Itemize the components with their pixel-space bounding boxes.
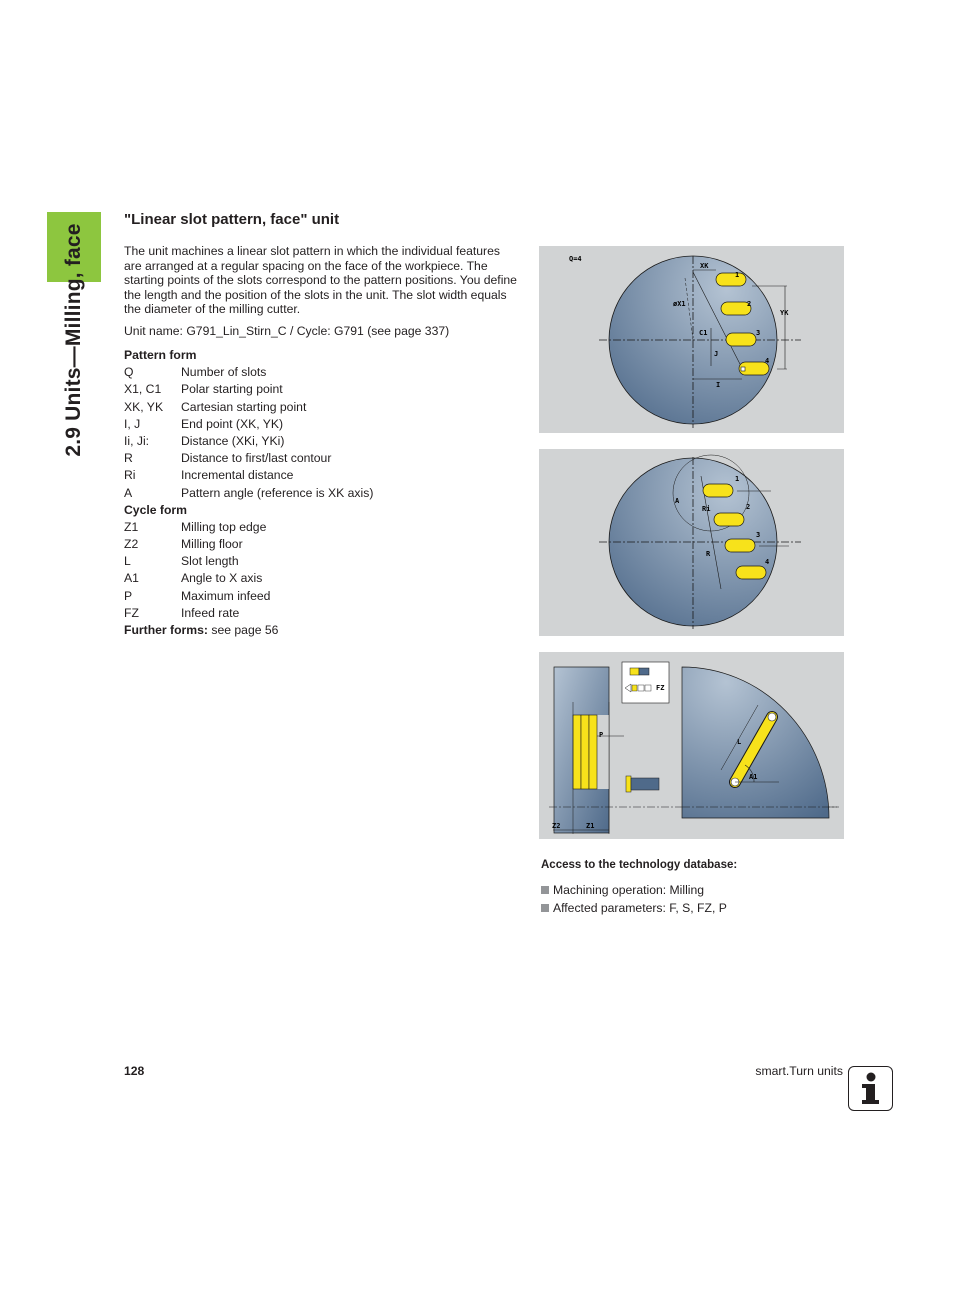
technology-list (541, 881, 727, 917)
unit-name: Unit name: G791_Lin_Stirn_C / Cycle: G791 (see page 337) (124, 324, 450, 338)
fig2-n3: 3 (756, 531, 761, 539)
param-row: Q Number of slots (124, 365, 267, 380)
info-icon (848, 1066, 893, 1111)
technology-heading: Access to the technology database: (541, 859, 738, 871)
fig2-n1: 1 (735, 475, 740, 483)
parameter-list (124, 347, 524, 639)
fig2-n2: 2 (746, 503, 751, 511)
list-item: Machining operation: Milling (541, 881, 727, 899)
bullet-square-icon (541, 886, 549, 894)
param-row: Z1 Milling top edge (124, 519, 267, 534)
param-row: FZ Infeed rate (124, 605, 240, 620)
param-row: R Distance to first/last contour (124, 451, 332, 466)
fig1-j-label: J (714, 350, 719, 358)
fig2-n4: 4 (765, 558, 770, 566)
footer-title: smart.Turn units (755, 1064, 843, 1078)
fig1-yk-label: YK (780, 309, 789, 317)
page-number: 128 (124, 1064, 145, 1078)
param-row: A1 Angle to X axis (124, 571, 263, 586)
fig1-q-label: Q=4 (569, 255, 582, 263)
fig2-r-label: R (706, 550, 711, 558)
figure-cycle-form (539, 652, 844, 839)
fig3-fz-label: FZ (656, 684, 665, 692)
bullet-square-icon (541, 904, 549, 912)
param-row: XK, YK Cartesian starting point (124, 399, 307, 414)
fig3-z2-label: Z2 (552, 822, 561, 830)
further-forms: Further forms: see page 56 (124, 623, 279, 637)
fig1-n4: 4 (765, 357, 770, 365)
fig1-n2: 2 (747, 300, 752, 308)
param-row: X1, C1 Polar starting point (124, 382, 283, 397)
param-row: P Maximum infeed (124, 588, 271, 603)
param-row: L Slot length (124, 554, 239, 569)
param-row: Ii, Ji: Distance (XKi, YKi) (124, 433, 285, 448)
cycle-form-heading: Cycle form (124, 502, 187, 517)
param-row: I, J End point (XK, YK) (124, 416, 284, 431)
fig1-n1: 1 (735, 271, 740, 279)
fig1-i-label: I (716, 381, 721, 389)
figure-pattern-polar (539, 449, 844, 636)
fig2-a-label: A (675, 497, 680, 505)
fig3-z1-label: Z1 (586, 822, 595, 830)
fig3-l-label: L (737, 738, 742, 746)
intro-paragraph: The unit machines a linear slot pattern in which the individual features are arranged at a regular spacing on the face of the workpiece. The starting points of the slots correspond to the pattern positions. You define the length and the position of the slots in the unit. The slot width equals the diameter of the milling cutter. (124, 244, 517, 316)
fig1-n3: 3 (756, 329, 761, 337)
fig3-p-label: P (599, 731, 604, 739)
fig1-c1-label: C1 (699, 329, 708, 337)
param-row: A Pattern angle (reference is XK axis) (124, 485, 374, 500)
fig1-x1-label: øX1 (673, 300, 686, 308)
list-item: Affected parameters: F, S, FZ, P (541, 899, 727, 917)
fig3-a1-label: A1 (749, 773, 758, 781)
pattern-form-heading: Pattern form (124, 348, 197, 362)
fig1-xk-label: XK (700, 262, 709, 270)
section-title: "Linear slot pattern, face" unit (124, 211, 340, 228)
param-row: Ri Incremental distance (124, 468, 294, 483)
fig2-ri-label: Ri (702, 505, 711, 513)
param-row: Z2 Milling floor (124, 537, 243, 552)
figure-pattern-cartesian (539, 246, 844, 433)
